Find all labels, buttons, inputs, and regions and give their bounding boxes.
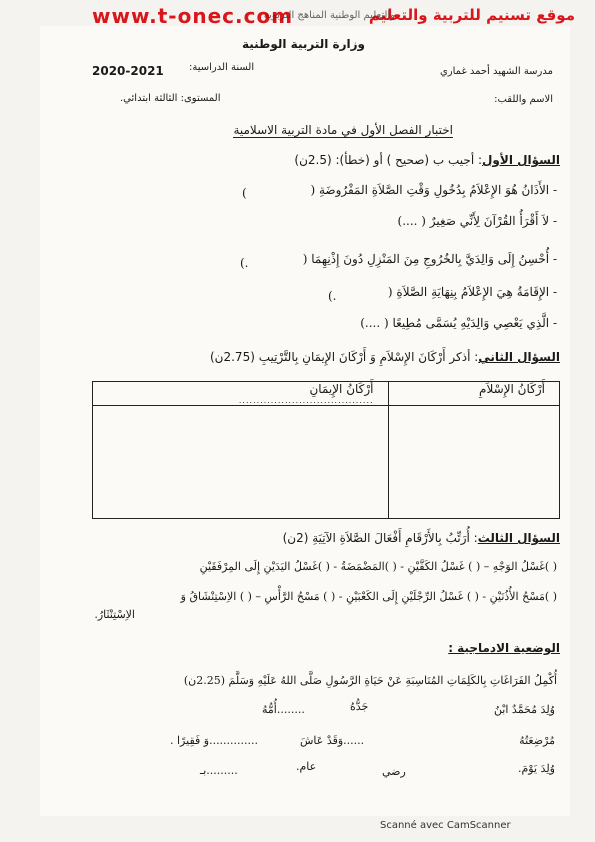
col-iman-header [93, 382, 389, 406]
situation-r2-c1: مُرْضِعَتُهُ [519, 734, 555, 747]
q3-line-1: ( )غَسْلُ الوَجْهِ – ( ) غَسْلُ الكَفَّيْنِ - ( )المَضْمَضَةُ - ( )غَسْلُ اليَدَيْنِ إِلَى المِرْفَقَيْنِ [199, 560, 557, 573]
q1-label: السؤال الأول [482, 153, 560, 167]
watermark-url: www.t-onec.com [92, 4, 294, 28]
school-name: مدرسة الشهيد أحمد غماري [439, 66, 553, 77]
col-iman-dots: ...................................... [238, 396, 374, 405]
pillars-table [92, 381, 560, 519]
situation-r3-c4: .........بـ [200, 764, 238, 777]
situation-r1-c2: جَدُّهُ [350, 700, 369, 713]
col-islam-label: أَرْكَانُ الإِسْلاَمِ [479, 382, 545, 396]
situation-r1-c3: ........أُمُّهُ [262, 703, 305, 716]
q3-line-2: ( )مَسْحُ الأُذُنَيْنِ - ( ) غَسْلُ الرِّجْلَيْنِ إِلَى الكَعْبَيْنِ - ( ) مَسْحُ الرَّأْسِ – ( ) الاِسْتِنْشَاقُ وَ [180, 590, 557, 603]
q1-item-4: - الإِقَامَةُ هِيَ الإِعْلاَمُ بِنِهَايَةِ الصَّلاَةِ ( [387, 285, 557, 299]
watermark-arabic: موقع تسنيم للتربية والتعليم [368, 6, 575, 24]
year-label: السنة الدراسية: [189, 62, 255, 73]
q1-item-4-tail: .) [328, 289, 337, 303]
year-value: 2020-2021 [92, 64, 164, 78]
q3-label: السؤال الثالث [477, 531, 560, 545]
q1-item-3-tail: .) [240, 256, 249, 270]
ministry-title: وزارة التربية الوطنية [241, 37, 365, 51]
situation-r3-c2: رضي [382, 765, 406, 778]
situation-r3-c1: وُلِدَ يَوْمَ. [518, 762, 555, 775]
name-label: الاسم واللقب: [494, 94, 553, 105]
situation-title: الوضعية الادماجية : [448, 641, 560, 655]
col-iman-label: أَرْكَانُ الإِيمَانِ [309, 382, 374, 396]
scanner-footer: Scanné avec CamScanner [380, 820, 511, 831]
q1-item-1: - الأَذَانُ هُوَ الإِعْلاَمُ بِدُخُولِ وَقْتِ الصَّلاَةِ المَفْرُوضَةِ ( [310, 183, 557, 197]
q3-instruction: : أُرَتِّبُ بِالأَرْقَامِ أَفْعَالَ الصَّلاَةِ الآتِيَةِ (2ن) [282, 531, 478, 545]
col-islam-header [388, 382, 559, 406]
q2-instruction: : أذكر أَرْكَانَ الإِسْلاَمِ وَ أَرْكَانَ الإِيمَانِ بِالتَّرْتِيبِ (2.75ن) [209, 350, 479, 364]
watermark-overlay: والتعليم الوطنية المناهج التربوية [263, 10, 395, 21]
q1-instruction: : أجيب ب (صحيح ) أو (خطأ): (2.5ن) [294, 153, 483, 167]
situation-r3-c3: عام. [296, 760, 317, 773]
q1-item-1-tail: ) [242, 186, 247, 200]
q1-item-5: - الَّذِي يَعْصِي وَالِدَيْهِ يُسَمَّى مُطِيعًا ( ....) [360, 316, 557, 330]
situation-r2-c2: ......وَقَدْ عَاشَ [300, 734, 365, 747]
situation-instruction: أُكْمِلُ الفَرَاغَاتِ بِالكَلِمَاتِ المُنَاسِبَةِ عَنْ حَيَاةِ الرَّسُولِ صَلَّى اللهُ عَلَيْهِ وَسَلَّمَ (2.25ن) [183, 674, 557, 687]
q3-heading [283, 531, 560, 545]
col-iman-answer-cell[interactable] [93, 406, 389, 519]
q2-heading [210, 350, 560, 364]
q1-heading [294, 153, 560, 167]
exam-title: اختبار الفصل الأول في مادة التربية الاسلامية [233, 123, 453, 137]
q1-item-3: - أُحْسِنُ إِلَى وَالِدَيَّ بِالخُرُوجِ مِنَ المَنْزِلِ دُونَ إِذْنِهِمَا ( [302, 252, 557, 266]
q3-line-3: الاِسْتِنْثَارُ. [94, 608, 135, 621]
level-label: المستوى: الثالثة ابتدائي. [120, 93, 221, 104]
situation-r1-c1: وُلِدَ مُحَمَّدٌ ابْنُ [493, 703, 555, 716]
situation-r2-c3: ..............وَ فَقِيرًا . [170, 734, 259, 747]
q1-item-2: - لاَ أَقْرَأُ القُرْآنَ لِأَنِّي صَغِيرٌ ( ....) [397, 214, 557, 228]
q2-label: السؤال الثاني [478, 350, 560, 364]
col-islam-answer-cell[interactable] [388, 406, 559, 519]
